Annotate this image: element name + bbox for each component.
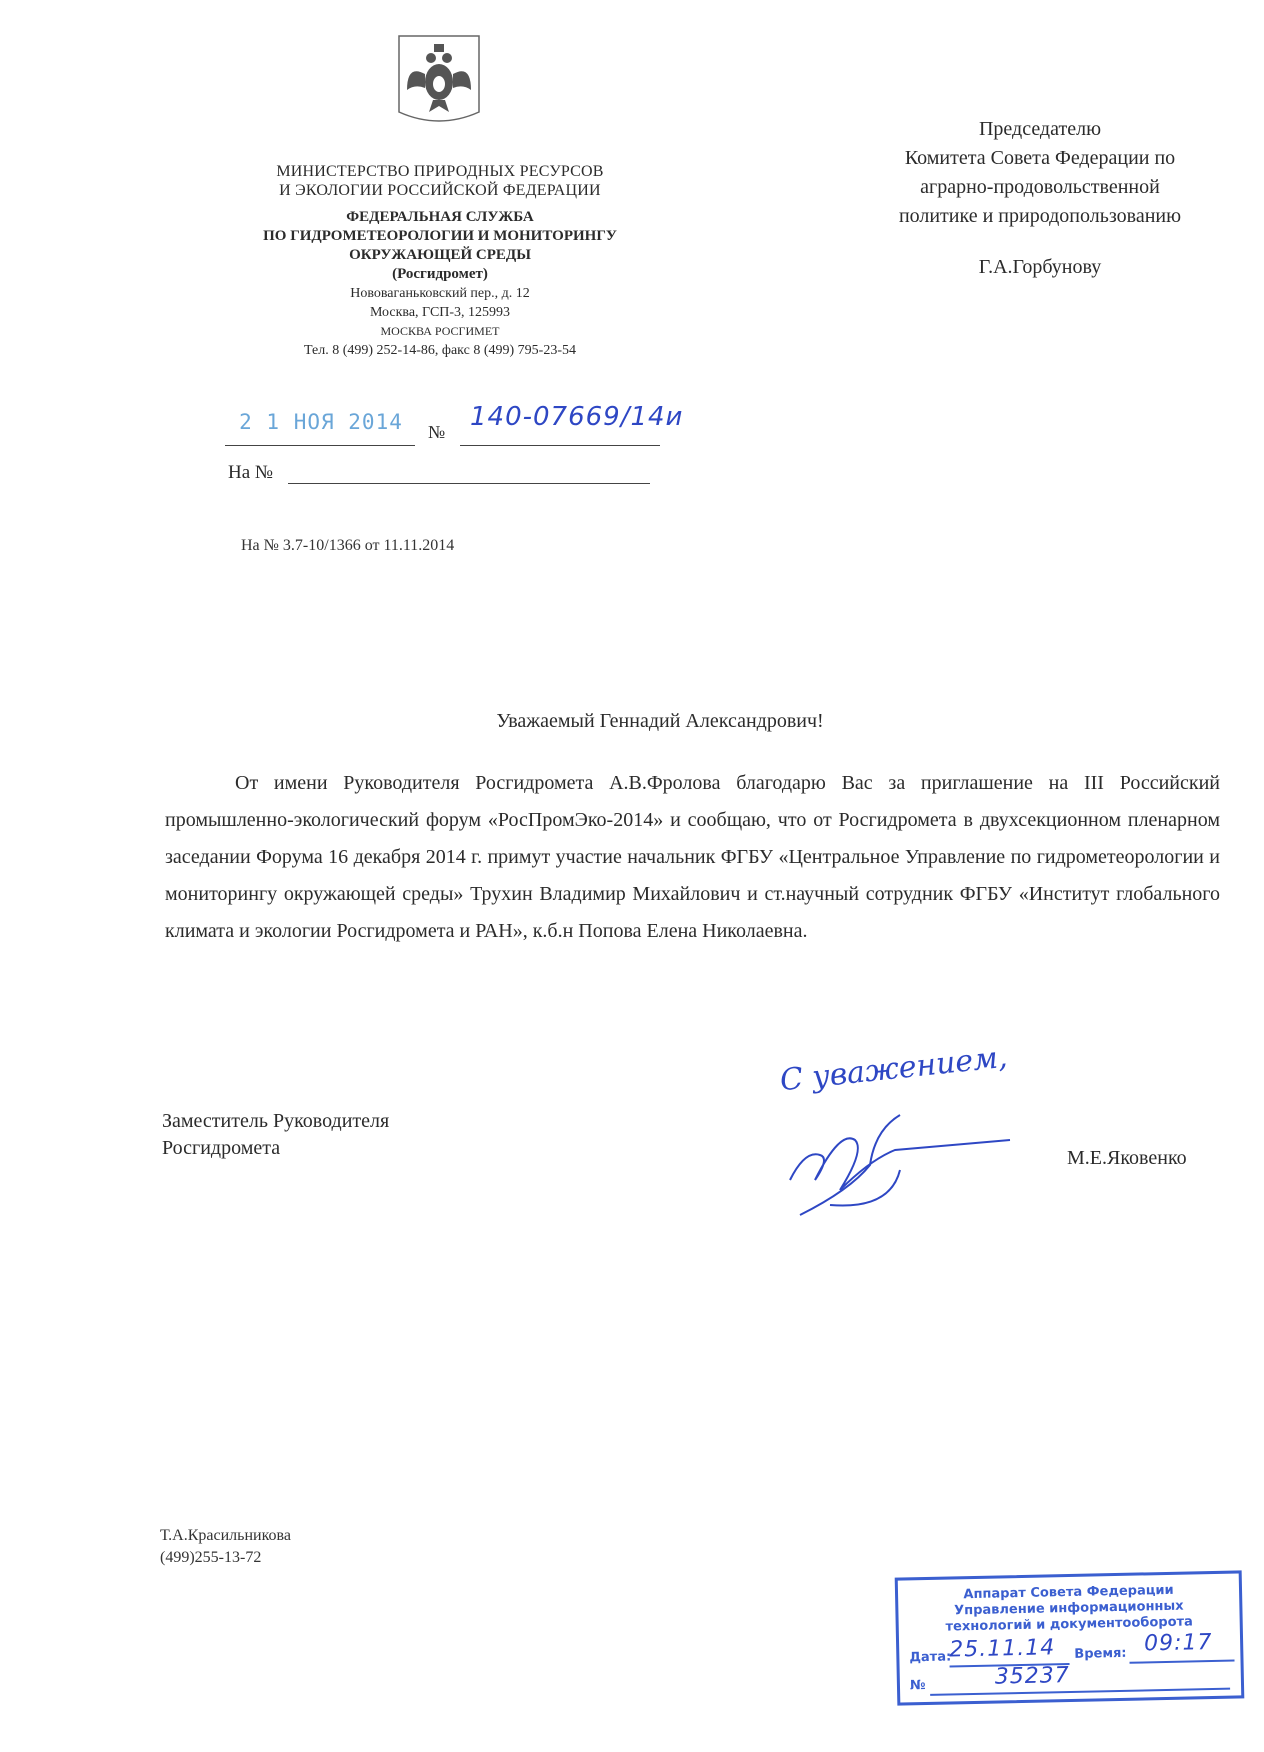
stamp-time-label: Время: (1074, 1645, 1127, 1662)
stamp-number-label: № (909, 1678, 926, 1694)
signer-name: М.Е.Яковенко (1067, 1147, 1187, 1169)
ministry-line-1: МИНИСТЕРСТВО ПРИРОДНЫХ РЕСУРСОВ (276, 163, 604, 180)
executor-block (160, 1525, 291, 1569)
agency-line-2: ПО ГИДРОМЕТЕОРОЛОГИИ И МОНИТОРИНГУ (263, 228, 617, 244)
reference-underline (288, 483, 650, 484)
signer-title (162, 1108, 389, 1162)
recipient-line-3: аграрно-продовольственной (920, 176, 1160, 198)
incoming-registration-stamp (895, 1570, 1245, 1705)
executor-phone: (499)255-13-72 (160, 1549, 262, 1566)
registration-date-stamp: 2 1 НОЯ 2014 (239, 410, 403, 434)
recipient-line-1: Председателю (978, 118, 1102, 140)
agency-short-name: (Росгидромет) (392, 266, 488, 282)
stamp-date-value: 25.11.14 (948, 1635, 1056, 1663)
stamp-number-value: 35237 (994, 1663, 1071, 1690)
reference-label: На № (228, 462, 274, 483)
stamp-line-2: Управление информационных (954, 1598, 1184, 1619)
agency-line-3: ОКРУЖАЮЩЕЙ СРЕДЫ (349, 247, 531, 263)
telegraph-address: МОСКВА РОСГИМЕТ (380, 324, 500, 338)
recipient-line-4: политике и природопользованию (898, 205, 1182, 227)
registration-number-label: № (428, 422, 446, 442)
stamp-time-value: 09:17 (1143, 1630, 1213, 1657)
stamp-date-label: Дата: (909, 1649, 952, 1666)
ministry-line-2: И ЭКОЛОГИИ РОССИЙСКОЙ ФЕДЕРАЦИИ (279, 182, 601, 199)
number-underline (460, 445, 660, 446)
address-line-2: Москва, ГСП-3, 125993 (369, 305, 511, 320)
stamp-line-1: Аппарат Совета Федерации (963, 1582, 1174, 1603)
handwritten-signature (760, 1040, 1020, 1230)
salutation: Уважаемый Геннадий Александрович! (496, 710, 824, 732)
handwritten-note: С уважением, (778, 1040, 1009, 1099)
coat-of-arms-emblem (393, 34, 485, 126)
stamp-time-underline (1130, 1660, 1235, 1664)
address-line-1: Нововаганьковский пер., д. 12 (350, 286, 530, 301)
executor-name: Т.А.Красильникова (160, 1527, 291, 1544)
date-underline (225, 445, 415, 446)
stamp-line-3: технологий и документооборота (945, 1614, 1194, 1635)
recipient-name: Г.А.Горбунову (978, 256, 1102, 278)
registration-number: 140-07669/14и (470, 402, 684, 432)
signer-title-line-1: Заместитель Руководителя (162, 1110, 390, 1132)
agency-line-1: ФЕДЕРАЛЬНАЯ СЛУЖБА (346, 209, 534, 225)
stamp-number-underline (930, 1688, 1230, 1696)
phone-fax: Тел. 8 (499) 252-14-86, факс 8 (499) 795-23-54 (304, 343, 576, 358)
signer-title-line-2: Росгидромета (162, 1137, 281, 1159)
sender-block (205, 162, 675, 360)
recipient-line-2: Комитета Совета Федерации по (904, 147, 1176, 169)
recipient-block (860, 115, 1220, 282)
eagle-icon (393, 34, 485, 126)
letter-body: От имени Руководителя Росгидромета А.В.Фролова благодарю Вас за приглашение на III Российский промышленно-экологический форум «РосПромЭко-2014» и сообщаю, что от Росгидромета в двухсекционном пленарном заседании Форума 16 декабря 2014 г. примут участие начальник ФГБУ «Центральное Управление по гидрометеорологии и мониторингу окружающей среды» Трухин Владимир Михайлович и ст.научный сотрудник ФГБУ «Институт глобального климата и экологии Росгидромета и РАН», к.б.н Попова Елена Николаевна. (165, 772, 1220, 942)
reference-previous: На № 3.7-10/1366 от 11.11.2014 (241, 537, 455, 554)
